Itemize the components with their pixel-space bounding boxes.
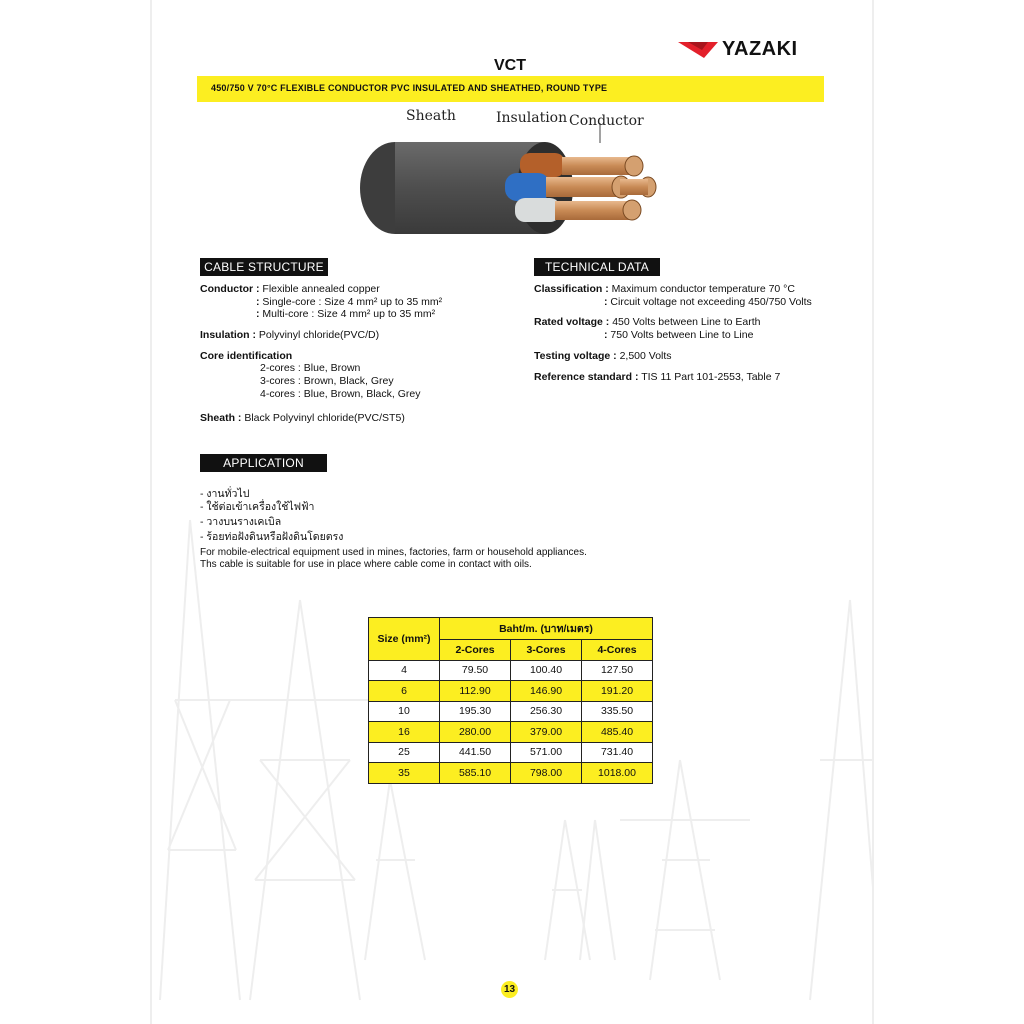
rated-voltage-row-2	[604, 329, 753, 342]
single-core-value: Single-core : Size 4 mm² up to 35 mm²	[262, 296, 443, 308]
application-en-2: Ths cable is suitable for use in place where cable come in contact with oils.	[200, 559, 532, 570]
table-row	[369, 660, 653, 681]
reference-standard-value: TIS 11 Part 101-2553, Table 7	[641, 371, 781, 383]
subtitle-banner	[197, 76, 824, 102]
row-size: 10	[369, 701, 440, 722]
price-cell: 100.40	[511, 660, 582, 681]
insulation-label: Insulation :	[200, 329, 256, 341]
table-row	[369, 701, 653, 722]
application-thai-4: - ร้อยท่อฝังดินหรือฝังดินโดยตรง	[200, 531, 344, 543]
rated-voltage-value-1: 450 Volts between Line to Earth	[612, 316, 761, 328]
table-row	[369, 763, 653, 784]
technical-data-heading: TECHNICAL DATA	[534, 258, 660, 276]
cable-structure-heading: CABLE STRUCTURE	[200, 258, 328, 276]
insulation-row	[200, 329, 379, 342]
price-header: Baht/m. (บาท/เมตร)	[440, 618, 653, 640]
row-size: 6	[369, 681, 440, 702]
sheath-value: Black Polyvinyl chloride(PVC/ST5)	[244, 412, 405, 424]
application-thai-3: - วางบนรางเคเบิล	[200, 516, 282, 528]
size-header: Size (mm²)	[369, 618, 440, 661]
testing-voltage-value: 2,500 Volts	[619, 350, 672, 362]
core-identification-label: Core identification	[200, 350, 293, 362]
price-cell: 195.30	[440, 701, 511, 722]
multi-core-colon: :	[256, 308, 260, 320]
rated-voltage-label: Rated voltage :	[534, 316, 610, 328]
application-thai-2: - ใช้ต่อเข้าเครื่องใช้ไฟฟ้า	[200, 501, 315, 513]
price-cell: 1018.00	[582, 763, 653, 784]
label-conductor: Conductor	[569, 113, 644, 129]
classification-colon: :	[604, 296, 608, 308]
price-cell: 127.50	[582, 660, 653, 681]
conductor-row	[200, 283, 380, 296]
classification-value-2: Circuit voltage not exceeding 450/750 Volts	[610, 296, 812, 308]
price-cell: 256.30	[511, 701, 582, 722]
application-thai-1: - งานทั่วไป	[200, 488, 250, 500]
conductor-value: Flexible annealed copper	[262, 283, 380, 295]
reference-standard-label: Reference standard :	[534, 371, 639, 383]
testing-voltage-label: Testing voltage :	[534, 350, 617, 362]
logo-mark-icon	[678, 41, 718, 59]
price-cell: 379.00	[511, 722, 582, 743]
rated-voltage-row	[534, 316, 760, 329]
row-size: 16	[369, 722, 440, 743]
price-cell: 191.20	[582, 681, 653, 702]
core-id-2: 2-cores : Blue, Brown	[260, 362, 361, 374]
col-4-cores: 4-Cores	[582, 640, 653, 661]
row-size: 35	[369, 763, 440, 784]
table-row	[369, 681, 653, 702]
application-heading: APPLICATION	[200, 454, 327, 472]
table-row	[369, 722, 653, 743]
page-title: VCT	[494, 57, 526, 74]
testing-voltage-row	[534, 350, 672, 363]
document-page	[150, 0, 874, 1024]
row-size: 4	[369, 660, 440, 681]
row-size: 25	[369, 742, 440, 763]
yazaki-logo	[678, 38, 826, 62]
classification-label: Classification :	[534, 283, 609, 295]
price-cell: 485.40	[582, 722, 653, 743]
price-table	[368, 617, 653, 784]
price-cell: 585.10	[440, 763, 511, 784]
price-cell: 146.90	[511, 681, 582, 702]
application-en-1: For mobile-electrical equipment used in mines, factories, farm or household appliances.	[200, 547, 587, 558]
label-insulation: Insulation	[496, 110, 568, 126]
conductor-label: Conductor :	[200, 283, 260, 295]
col-3-cores: 3-Cores	[511, 640, 582, 661]
classification-row-2	[604, 296, 812, 309]
price-cell: 79.50	[440, 660, 511, 681]
page-number: 13	[501, 981, 518, 998]
reference-standard-row	[534, 371, 780, 384]
core-id-4: 4-cores : Blue, Brown, Black, Grey	[260, 388, 421, 400]
rated-voltage-colon: :	[604, 329, 608, 341]
subtitle-text: 450/750 V 70°C FLEXIBLE CONDUCTOR PVC INSULATED AND SHEATHED, ROUND TYPE	[211, 83, 608, 93]
price-cell: 280.00	[440, 722, 511, 743]
sheath-row	[200, 412, 405, 425]
price-cell: 798.00	[511, 763, 582, 784]
multi-core-value: Multi-core : Size 4 mm² up to 35 mm²	[262, 308, 436, 320]
col-2-cores: 2-Cores	[440, 640, 511, 661]
price-cell: 441.50	[440, 742, 511, 763]
classification-value-1: Maximum conductor temperature 70 °C	[611, 283, 795, 295]
single-core-row	[256, 296, 442, 309]
rated-voltage-value-2: 750 Volts between Line to Line	[610, 329, 754, 341]
sheath-label: Sheath :	[200, 412, 242, 424]
brand-name: YAZAKI	[722, 38, 798, 60]
classification-row	[534, 283, 795, 296]
multi-core-row	[256, 308, 435, 321]
price-cell: 112.90	[440, 681, 511, 702]
price-cell: 335.50	[582, 701, 653, 722]
core-id-3: 3-cores : Brown, Black, Grey	[260, 375, 394, 387]
price-cell: 731.40	[582, 742, 653, 763]
table-row	[369, 742, 653, 763]
price-cell: 571.00	[511, 742, 582, 763]
insulation-value: Polyvinyl chloride(PVC/D)	[258, 329, 380, 341]
single-core-colon: :	[256, 296, 260, 308]
label-sheath: Sheath	[406, 108, 456, 124]
